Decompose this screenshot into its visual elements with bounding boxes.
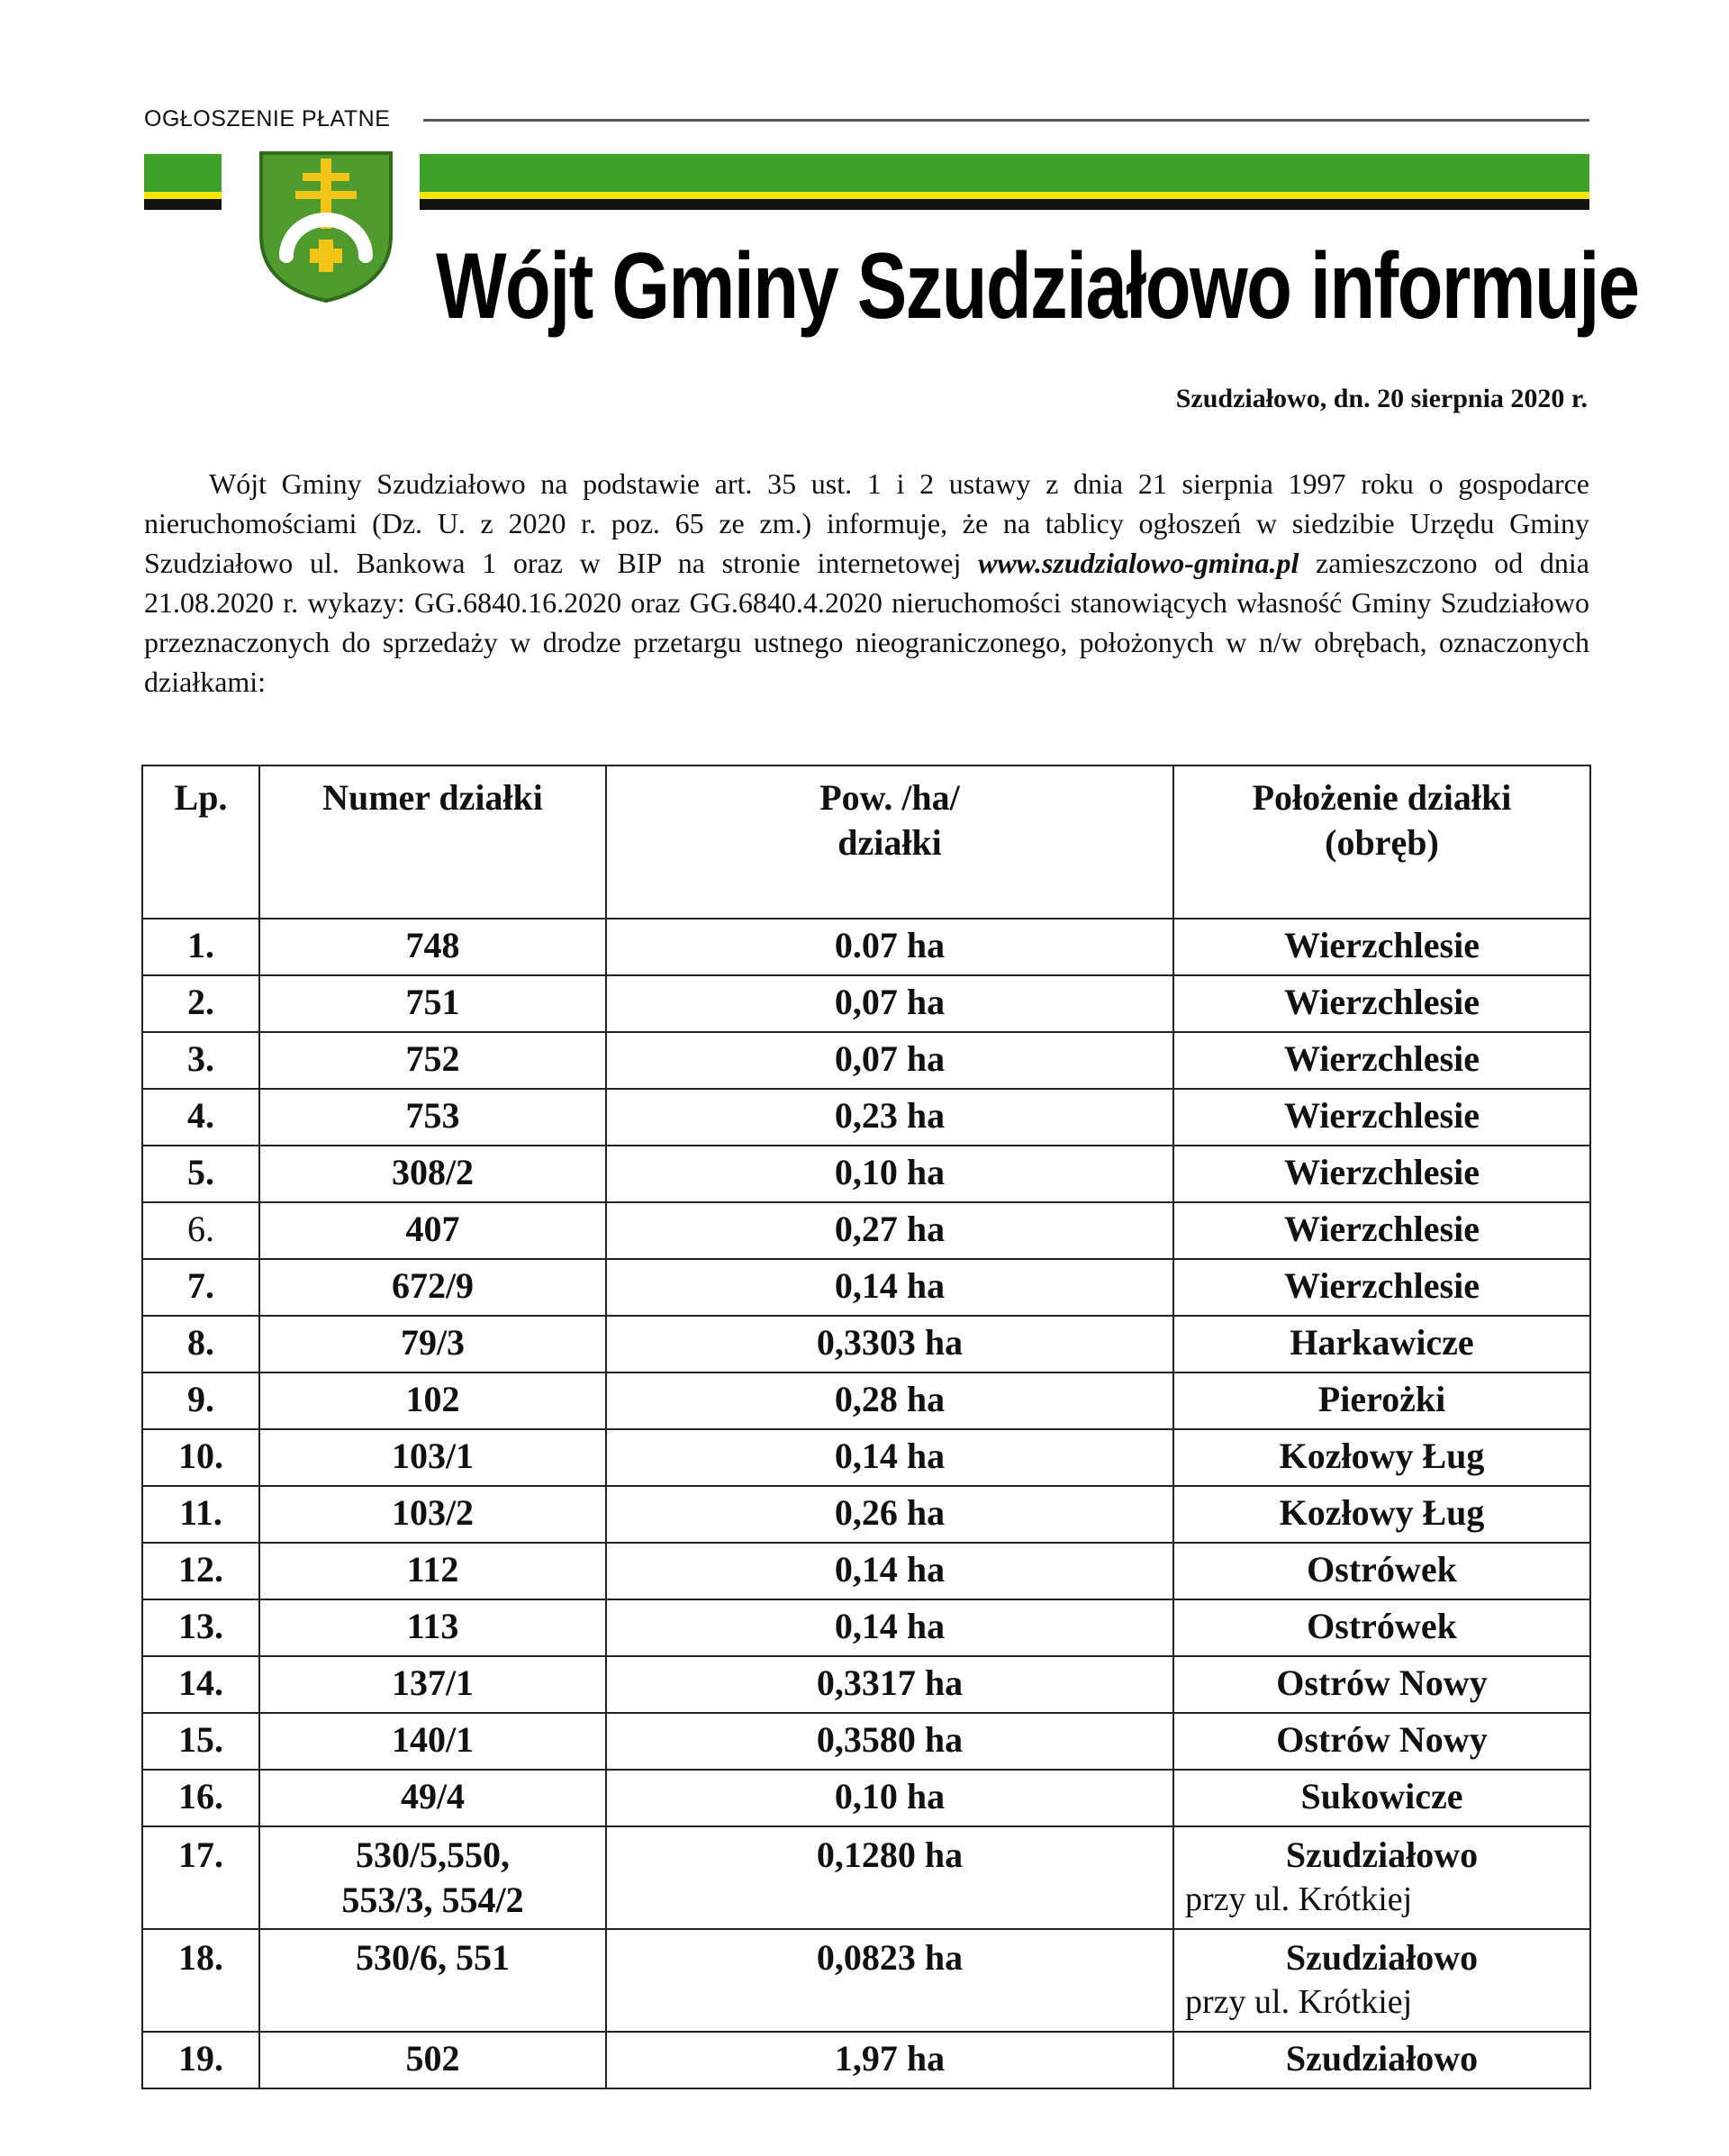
cell-lp: 1. [142, 919, 259, 975]
cell-lp: 8. [142, 1316, 259, 1372]
cell-plot-number: 407 [259, 1202, 606, 1259]
cell-location: Pierożki [1173, 1372, 1590, 1429]
cell-location: Ostrówek [1173, 1543, 1590, 1599]
cell-plot-number: 102 [259, 1372, 606, 1429]
page-title: Wójt Gminy Szudziałowo informuje [436, 234, 1639, 339]
header-plot-number: Numer działki [259, 765, 606, 919]
cell-area: 0,28 ha [606, 1372, 1173, 1429]
cell-area: 0,0823 ha [606, 1929, 1173, 2032]
cell-location: Wierzchlesie [1173, 1259, 1590, 1316]
top-divider [423, 119, 1589, 122]
cell-lp: 12. [142, 1543, 259, 1599]
cell-location: Wierzchlesie [1173, 1089, 1590, 1146]
table-row [142, 1543, 1590, 1599]
header-location-line1: Położenie działki [1252, 777, 1512, 818]
table-row [142, 1259, 1590, 1316]
cell-lp: 2. [142, 975, 259, 1032]
cell-lp: 16. [142, 1770, 259, 1826]
table-header-row [142, 765, 1590, 919]
cell-plot-number-line1: 530/5,550, [355, 1834, 511, 1875]
cell-area: 0,3303 ha [606, 1316, 1173, 1372]
cell-location-name: Szudziałowo [1285, 1834, 1479, 1875]
cell-plot-number: 79/3 [259, 1316, 606, 1372]
cell-lp: 19. [142, 2032, 259, 2088]
cell-area: 0,27 ha [606, 1202, 1173, 1259]
cell-area: 0,1280 ha [606, 1826, 1173, 1929]
table-row [142, 1599, 1590, 1656]
cell-plot-number: 748 [259, 919, 606, 975]
table-row [142, 975, 1590, 1032]
plots-table [141, 765, 1591, 2089]
cell-lp: 13. [142, 1599, 259, 1656]
cell-location-name: Szudziałowo [1285, 1937, 1479, 1978]
cell-lp: 10. [142, 1429, 259, 1486]
paid-notice-label: OGŁOSZENIE PŁATNE [144, 106, 391, 131]
cell-lp: 14. [142, 1656, 259, 1713]
table-row [142, 1032, 1590, 1089]
cell-plot-number: 103/1 [259, 1429, 606, 1486]
cell-area: 0,26 ha [606, 1486, 1173, 1543]
cell-area: 0,3580 ha [606, 1713, 1173, 1770]
table-row [142, 1770, 1590, 1826]
table-row [142, 1713, 1590, 1770]
cell-plot-number: 308/2 [259, 1146, 606, 1202]
cell-location-street: przy ul. Krótkiej [1185, 1983, 1413, 2021]
cell-location [1173, 1929, 1590, 2032]
cell-plot-number: 751 [259, 975, 606, 1032]
cell-lp: 11. [142, 1486, 259, 1543]
cell-location: Wierzchlesie [1173, 1202, 1590, 1259]
table-row [142, 919, 1590, 975]
cell-plot-number: 113 [259, 1599, 606, 1656]
bip-website-link[interactable]: www.szudzialowo-gmina.pl [978, 547, 1299, 579]
cell-plot-number: 672/9 [259, 1259, 606, 1316]
cell-area: 0,3317 ha [606, 1656, 1173, 1713]
cell-lp: 17. [142, 1826, 259, 1929]
cell-location: Szudziałowo [1173, 2032, 1590, 2088]
header-band-left [144, 154, 222, 213]
cell-lp: 4. [142, 1089, 259, 1146]
table-row [142, 1929, 1590, 2032]
cell-location: Kozłowy Ług [1173, 1429, 1590, 1486]
cell-location: Wierzchlesie [1173, 1032, 1590, 1089]
cell-location: Wierzchlesie [1173, 1146, 1590, 1202]
header-band-right [420, 154, 1589, 213]
cell-area: 0,14 ha [606, 1599, 1173, 1656]
cell-location: Sukowicze [1173, 1770, 1590, 1826]
cell-area: 0.07 ha [606, 919, 1173, 975]
cell-location-street: przy ul. Krótkiej [1185, 1880, 1413, 1918]
cell-area: 0,10 ha [606, 1770, 1173, 1826]
cell-area: 0,14 ha [606, 1259, 1173, 1316]
cell-plot-number-line2: 553/3, 554/2 [341, 1880, 524, 1920]
header-location [1173, 765, 1590, 919]
cell-area: 0,07 ha [606, 1032, 1173, 1089]
cell-location: Ostrów Nowy [1173, 1713, 1590, 1770]
cell-plot-number [259, 1826, 606, 1929]
cell-lp: 6. [142, 1202, 259, 1259]
table-row [142, 1146, 1590, 1202]
cell-area: 0,14 ha [606, 1429, 1173, 1486]
header-area-line2: działki [837, 822, 942, 863]
cell-location: Ostrów Nowy [1173, 1656, 1590, 1713]
intro-paragraph [144, 464, 1589, 702]
cell-area: 1,97 ha [606, 2032, 1173, 2088]
cell-lp: 18. [142, 1929, 259, 2032]
header-location-line2: (obręb) [1325, 822, 1439, 863]
header-area [606, 765, 1173, 919]
header-lp: Lp. [142, 765, 259, 919]
table-row [142, 2032, 1590, 2088]
header-area-line1: Pow. /ha/ [819, 777, 960, 818]
table-row [142, 1826, 1590, 1929]
cell-plot-number: 137/1 [259, 1656, 606, 1713]
cell-location: Wierzchlesie [1173, 919, 1590, 975]
table-row [142, 1372, 1590, 1429]
cell-location: Harkawicze [1173, 1316, 1590, 1372]
cell-lp: 3. [142, 1032, 259, 1089]
cell-plot-number: 502 [259, 2032, 606, 2088]
table-row [142, 1656, 1590, 1713]
cell-location: Kozłowy Ług [1173, 1486, 1590, 1543]
cell-lp: 7. [142, 1259, 259, 1316]
cell-area: 0,10 ha [606, 1146, 1173, 1202]
cell-plot-number: 530/6, 551 [259, 1929, 606, 2032]
municipal-coat-of-arms-icon [258, 149, 394, 303]
cell-plot-number: 112 [259, 1543, 606, 1599]
intro-text-part1: Wójt Gminy Szudziałowo na podstawie art. 35 ust. 1 i 2 ustawy z dnia 21 sierpnia 1997 roku o gospodarce nieruchomościami (Dz. U. z 2020 r. poz. 65 ze zm.) informuje, że na tablicy ogłoszeń w siedzibie Urzędu Gminy Szudziałowo ul. Bankowa 1 oraz w BIP na stronie internetowej [144, 467, 1589, 579]
cell-location [1173, 1826, 1590, 1929]
cell-plot-number: 752 [259, 1032, 606, 1089]
document-date: Szudziałowo, dn. 20 sierpnia 2020 r. [1175, 384, 1588, 413]
cell-plot-number: 753 [259, 1089, 606, 1146]
table-row [142, 1089, 1590, 1146]
cell-plot-number: 49/4 [259, 1770, 606, 1826]
cell-area: 0,23 ha [606, 1089, 1173, 1146]
table-row [142, 1202, 1590, 1259]
intro-text-part2: zamieszczono od dnia 21.08.2020 r. wykazy: GG.6840.16.2020 oraz GG.6840.4.2020 nieruchomości stanowiących własność Gminy Szudziałowo przeznaczonych do sprzedaży w drodze przetargu ustnego nieograniczonego, położonych w n/w obrębach, oznaczonych działkami: [144, 547, 1589, 698]
cell-lp: 9. [142, 1372, 259, 1429]
cell-lp: 15. [142, 1713, 259, 1770]
cell-location: Wierzchlesie [1173, 975, 1590, 1032]
cell-area: 0,14 ha [606, 1543, 1173, 1599]
cell-area: 0,07 ha [606, 975, 1173, 1032]
cell-lp: 5. [142, 1146, 259, 1202]
table-row [142, 1486, 1590, 1543]
table-row [142, 1316, 1590, 1372]
table-row [142, 1429, 1590, 1486]
cell-plot-number: 103/2 [259, 1486, 606, 1543]
cell-plot-number: 140/1 [259, 1713, 606, 1770]
cell-location: Ostrówek [1173, 1599, 1590, 1656]
